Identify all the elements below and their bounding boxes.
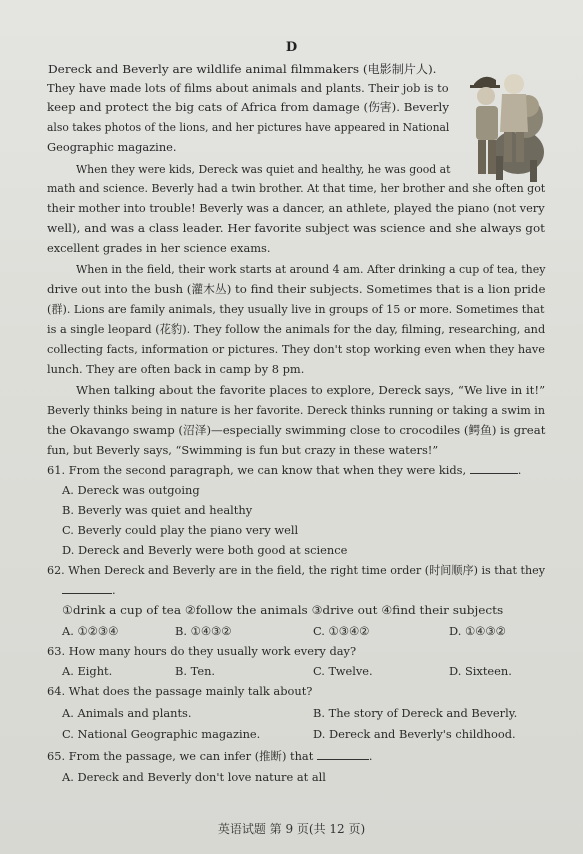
passage-line: They have made lots of films about animals and plants. Their job is to bbox=[47, 81, 449, 95]
option-b[interactable]: B. ①④③② bbox=[175, 624, 232, 638]
option-c[interactable]: C. Twelve. bbox=[313, 664, 373, 678]
option-d[interactable]: D. Sixteen. bbox=[449, 664, 512, 678]
option-a[interactable]: A. ①②③④ bbox=[62, 624, 119, 638]
option-b[interactable]: B. Beverly was quiet and healthy bbox=[62, 503, 253, 517]
question-stem: 61. From the second paragraph, we can know that when they were kids, bbox=[47, 463, 467, 477]
option-d[interactable]: D. Dereck and Beverly's childhood. bbox=[313, 727, 516, 741]
question-64: 64. What does the passage mainly talk about? bbox=[47, 684, 313, 698]
passage-line: the Okavango swamp (沼泽)—especially swimming close to crocodiles (鳄鱼) is great bbox=[47, 423, 546, 437]
passage-line: also takes photos of the lions, and her pictures have appeared in National bbox=[47, 120, 450, 134]
answer-blank[interactable] bbox=[470, 473, 518, 474]
question-stem: 65. From the passage, we can infer (推断) that bbox=[47, 749, 314, 763]
question-61: 61. From the second paragraph, we can know that when they were kids, . bbox=[47, 463, 522, 477]
passage-line: When in the field, their work starts at around 4 am. After drinking a cup of tea, they bbox=[76, 262, 546, 276]
passage-line: drive out into the bush (灌木丛) to find their subjects. Sometimes that is a lion pride bbox=[47, 282, 546, 296]
passage-line: math and science. Beverly had a twin brother. At that time, her brother and she often got bbox=[47, 181, 546, 195]
question-63: 63. How many hours do they usually work every day? bbox=[47, 644, 357, 658]
option-a[interactable]: A. Dereck was outgoing bbox=[62, 483, 200, 497]
passage-line: well), and was a class leader. Her favorite subject was science and she always got bbox=[47, 221, 545, 235]
filmmakers-lion-illustration bbox=[456, 56, 548, 184]
passage-line: Dereck and Beverly are wildlife animal filmmakers (电影制片人). bbox=[48, 62, 437, 76]
passage-line: (群). Lions are family animals, they usually live in groups of 15 or more. Sometimes that bbox=[47, 302, 545, 316]
option-b[interactable]: B. The story of Dereck and Beverly. bbox=[313, 706, 518, 720]
passage-line: When they were kids, Dereck was quiet and healthy, he was good at bbox=[76, 162, 451, 176]
option-c[interactable]: C. National Geographic magazine. bbox=[62, 727, 261, 741]
option-c[interactable]: C. Beverly could play the piano very well bbox=[62, 523, 299, 537]
answer-blank[interactable] bbox=[62, 593, 112, 594]
answer-blank-line[interactable]: . bbox=[62, 583, 116, 597]
passage-line: is a single leopard (花豹). They follow the animals for the day, filming, researching, and bbox=[47, 322, 546, 336]
question-65: 65. From the passage, we can infer (推断) that . bbox=[47, 749, 373, 763]
section-letter: D bbox=[285, 40, 298, 55]
option-b[interactable]: B. Ten. bbox=[175, 664, 216, 678]
passage-line: Beverly thinks being in nature is her favorite. Dereck thinks running or taking a swim in bbox=[47, 403, 545, 417]
passage-line: keep and protect the big cats of Africa from damage (伤害). Beverly bbox=[47, 100, 449, 114]
passage-line: collecting facts, information or pictures. They don't stop working even when they have bbox=[47, 342, 545, 356]
option-a[interactable]: A. Animals and plants. bbox=[62, 706, 192, 720]
question-62-items: ①drink a cup of tea ②follow the animals ③drive out ④find their subjects bbox=[62, 603, 504, 617]
question-62: 62. When Dereck and Beverly are in the field, the right time order (时间顺序) is that they bbox=[47, 563, 546, 577]
option-c[interactable]: C. ①③④② bbox=[313, 624, 370, 638]
passage-line: lunch. They are often back in camp by 8 pm. bbox=[47, 362, 305, 376]
option-d[interactable]: D. Dereck and Beverly were both good at science bbox=[62, 543, 348, 557]
passage-line: When talking about the favorite places to explore, Dereck says, “We live in it!” bbox=[76, 383, 546, 397]
passage-line: fun, but Beverly says, “Swimming is fun but crazy in these waters!” bbox=[47, 443, 439, 457]
answer-blank[interactable] bbox=[317, 759, 369, 760]
passage-line: their mother into trouble! Beverly was a dancer, an athlete, played the piano (not very bbox=[47, 201, 545, 215]
passage-line: excellent grades in her science exams. bbox=[47, 241, 271, 255]
page-footer: 英语试题 第 9 页(共 12 页) bbox=[217, 822, 366, 836]
option-d[interactable]: D. ①④③② bbox=[449, 624, 506, 638]
option-a[interactable]: A. Eight. bbox=[62, 664, 113, 678]
option-a[interactable]: A. Dereck and Beverly don't love nature at all bbox=[62, 770, 326, 784]
passage-line: Geographic magazine. bbox=[47, 140, 177, 154]
